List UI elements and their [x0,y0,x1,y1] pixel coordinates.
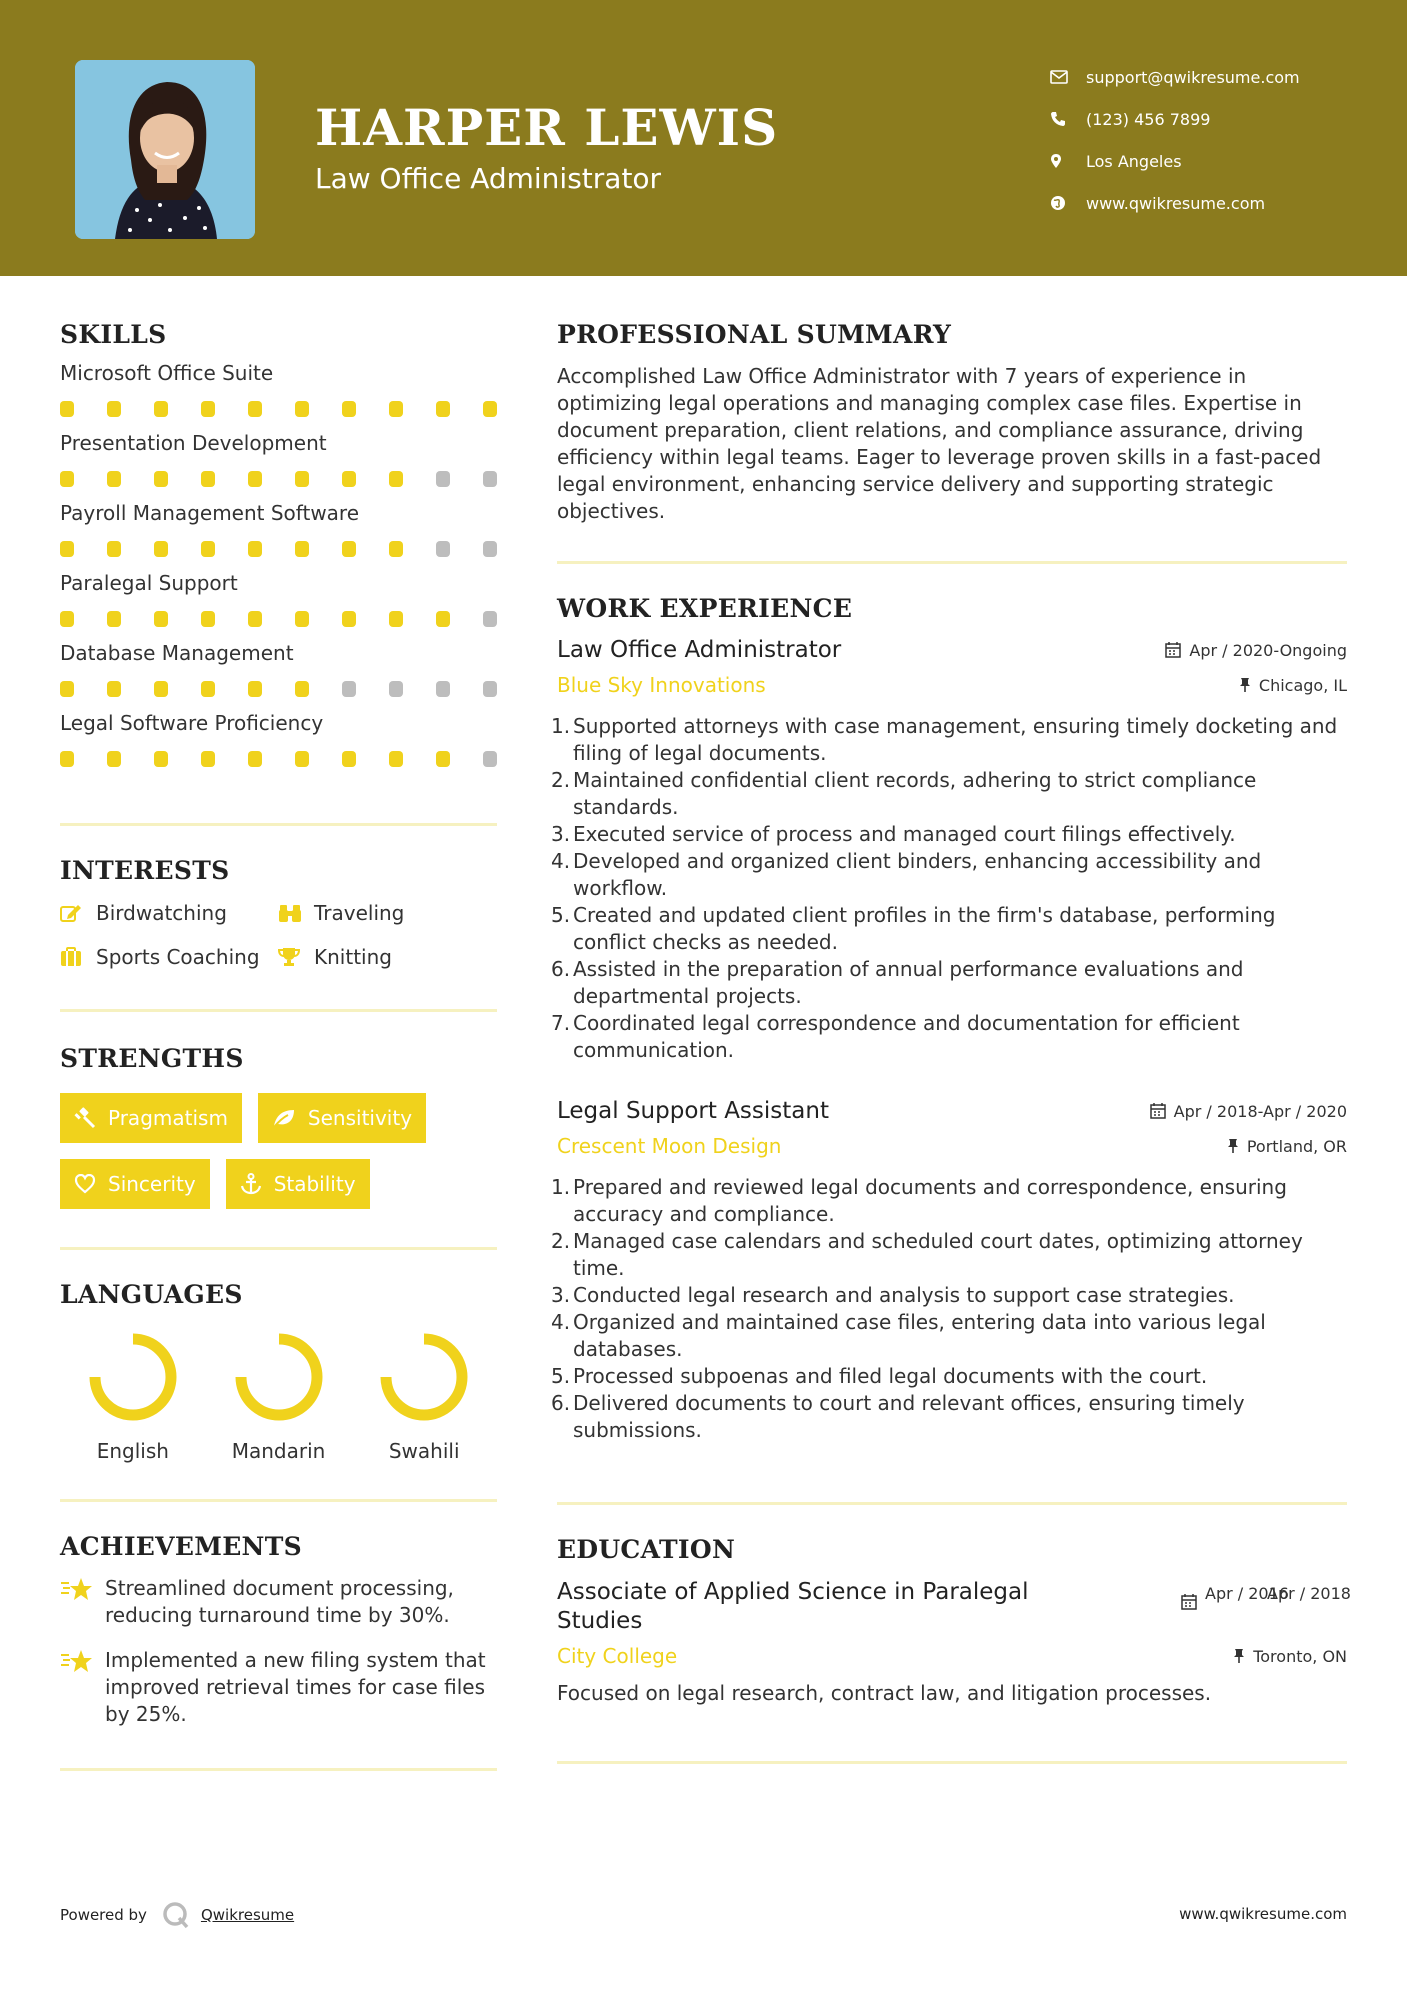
section-divider [557,1502,1347,1505]
languages-list [60,1329,497,1463]
profile-photo [75,60,255,239]
powered-by-label: Powered by [60,1906,147,1924]
skill-rating-dot [436,401,450,417]
job-location-text: Portland, OR [1246,1136,1347,1156]
section-divider [60,1768,497,1771]
interest-label: Traveling [314,901,405,925]
skill-rating-dot [436,751,450,767]
briefcase-icon [60,947,96,967]
proficiency-arc [95,1339,171,1415]
education-heading: EDUCATION [557,1535,736,1564]
skill-name: Payroll Management Software [60,501,360,525]
skill-rating-dot [248,611,262,627]
contact-email[interactable] [1050,56,1300,98]
contact-phone-text: (123) 456 7899 [1086,109,1211,129]
responsibility-item: 6. Assisted in the preparation of annual performance evaluations and departmental projects. [551,957,1244,1008]
job-location [1239,676,1347,695]
skill-rating-dot [60,401,74,417]
responsibility-item: 4. Developed and organized client binders, enhancing accessibility and workflow. [551,849,1262,900]
trophy-icon [278,947,314,967]
skill-rating-dot [389,611,403,627]
skill-rating-dot [60,471,74,487]
envelope-icon [1050,70,1086,84]
language-label: Mandarin [231,1439,326,1463]
responsibility-item: 1. Supported attorneys with case management, ensuring timely docketing and filing of legal documents. [551,714,1338,765]
skill-name: Legal Software Proficiency [60,711,324,735]
interests-heading: INTERESTS [60,856,230,885]
skill-rating-dot [60,541,74,557]
map-pin-icon [1050,153,1086,169]
skill-rating-dot [389,681,403,697]
section-divider [60,1499,497,1502]
responsibility-item: 5. Processed subpoenas and filed legal documents with the court. [551,1364,1208,1388]
strength-label: Pragmatism [108,1106,228,1130]
skill-rating-dot [154,751,168,767]
pin-icon [1239,677,1251,693]
interest-item [278,901,497,925]
skills-list [60,361,497,767]
skill-rating-dot [201,541,215,557]
skill-rating-dot [342,681,356,697]
anchor-icon [240,1173,262,1195]
contact-location [1050,140,1300,182]
skill-rating-dot [342,401,356,417]
strength-label: Sensitivity [307,1106,413,1130]
job-entry [551,637,1347,1064]
interest-label: Birdwatching [96,901,227,925]
school-name: City College [557,1644,678,1668]
responsibility-item: 2. Maintained confidential client records, adhering to strict compliance standards. [551,768,1257,819]
contact-website-text: www.qwikresume.com [1086,193,1266,213]
skill-rating-dot [483,401,497,417]
skill-rating-dot [107,541,121,557]
education-location [1233,1647,1347,1666]
proficiency-ring [85,1329,181,1425]
footer-website[interactable]: www.qwikresume.com [1179,1905,1347,1923]
job-dates-text: Apr / 2018-Apr / 2020 [1173,1101,1347,1121]
achievements-list [60,1575,497,1728]
skill-rating-dot [389,401,403,417]
language-item [60,1329,206,1463]
pin-icon [1233,1648,1245,1664]
interest-item [60,945,278,969]
skill-rating-dot [201,681,215,697]
education-entry [557,1578,1351,1707]
skill-rating-dot [295,471,309,487]
skill-rating-dot [154,611,168,627]
job-title: Legal Support Assistant [557,1098,829,1124]
section-divider [60,823,497,826]
strength-label: Sincerity [108,1172,196,1196]
responsibility-item: 5. Created and updated client profiles in the firm's database, performing conflict checks as needed. [551,903,1276,954]
responsibility-item: 7. Coordinated legal correspondence and documentation for efficient communication. [551,1011,1240,1062]
proficiency-arc [386,1339,462,1415]
skill-rating-dot [107,611,121,627]
skill-rating [60,401,497,417]
proficiency-ring [376,1329,472,1425]
skill-rating-dot [60,681,74,697]
skill-rating-dot [154,681,168,697]
contact-phone[interactable] [1050,98,1300,140]
skill-rating-dot [154,401,168,417]
footer-powered-by [60,1900,294,1930]
strength-chip [258,1093,426,1143]
skill-rating-dot [201,401,215,417]
skill-name: Presentation Development [60,431,327,455]
responsibility-item: 3. Executed service of process and managed court filings effectively. [551,822,1236,846]
interests-list [60,901,497,969]
skills-heading: SKILLS [60,320,167,349]
interest-item [60,901,278,925]
education-location-text: Toronto, ON [1253,1646,1347,1666]
qwikresume-logo-icon [161,1900,191,1930]
skill-rating-dot [483,611,497,627]
education-end: Apr / 2018 [1267,1584,1351,1603]
responsibility-item: 3. Conducted legal research and analysis to support case strategies. [551,1283,1235,1307]
strength-chip [60,1093,242,1143]
contact-list [1050,56,1300,224]
contact-location-text: Los Angeles [1086,151,1182,171]
contact-website[interactable] [1050,182,1300,224]
job-company: Blue Sky Innovations [557,673,766,697]
language-label: Swahili [388,1439,460,1463]
interest-item [278,945,497,969]
skill-rating-dot [248,541,262,557]
job-location [1227,1137,1347,1156]
skill-rating-dot [201,751,215,767]
candidate-name: HARPER LEWIS [315,98,779,157]
job-title: Law Office Administrator [557,637,842,663]
strengths-list [60,1093,497,1209]
job-responsibilities [551,1174,1347,1444]
education-start: Apr / 2016 [1205,1584,1289,1603]
summary-heading: PROFESSIONAL SUMMARY [557,320,952,349]
skill-rating-dot [342,541,356,557]
skill-rating-dot [295,401,309,417]
skill-rating-dot [154,541,168,557]
skill-rating-dot [436,541,450,557]
experience-heading: WORK EXPERIENCE [557,594,853,623]
skill-rating-dot [248,681,262,697]
skill-rating-dot [436,611,450,627]
skill-rating-dot [483,471,497,487]
skill-rating-dot [107,471,121,487]
skill-rating [60,541,497,557]
skill-rating-dot [389,541,403,557]
star-icon [60,1575,105,1629]
section-divider [557,1761,1347,1764]
skill-rating [60,751,497,767]
summary-text: Accomplished Law Office Administrator with 7 years of experience in optimizing legal operations and managing complex case files. Expertise in document preparation, client relations, and compliance assurance, driving efficiency within legal teams. Eager to leverage proven skills in a fast-paced legal environment, enhancing service delivery and supporting strategic objectives. [557,364,1322,523]
skill-rating-dot [436,471,450,487]
education-description: Focused on legal research, contract law, and litigation processes. [557,1681,1212,1705]
left-column [60,320,497,1771]
achievements-heading: ACHIEVEMENTS [60,1532,302,1561]
job-dates [1165,641,1347,660]
strengths-heading: STRENGTHS [60,1044,244,1073]
resume-header [0,0,1407,276]
education-dates [1181,1584,1351,1610]
skill-rating-dot [389,471,403,487]
candidate-role: Law Office Administrator [315,162,662,195]
languages-heading: LANGUAGES [60,1280,243,1309]
skill-name: Microsoft Office Suite [60,361,274,385]
skill-rating [60,471,497,487]
skill-rating-dot [154,471,168,487]
skill-rating-dot [389,751,403,767]
skill-rating-dot [248,751,262,767]
skill-rating-dot [201,471,215,487]
skill-rating-dot [436,681,450,697]
strength-chip [60,1159,210,1209]
skill-rating-dot [342,471,356,487]
language-item [351,1329,497,1463]
right-column [551,320,1351,1764]
skill-rating-dot [295,541,309,557]
proficiency-arc [241,1339,317,1415]
language-label: English [96,1439,169,1463]
section-divider [60,1009,497,1012]
job-dates-text: Apr / 2020-Ongoing [1189,640,1347,660]
skill-rating-dot [483,541,497,557]
skill-rating-dot [107,401,121,417]
star-icon [60,1647,105,1728]
job-company: Crescent Moon Design [557,1134,782,1158]
skill-rating-dot [295,611,309,627]
job-responsibilities [551,713,1347,1064]
strength-chip [226,1159,370,1209]
skill-rating [60,611,497,627]
responsibility-item: 2. Managed case calendars and scheduled court dates, optimizing attorney time. [551,1229,1303,1280]
skill-rating-dot [295,681,309,697]
skill-rating [60,681,497,697]
skill-rating-dot [248,401,262,417]
calendar-icon [1181,1594,1197,1610]
job-entry [551,1098,1347,1444]
language-item [206,1329,352,1463]
job-dates [1150,1102,1347,1121]
contact-email-text: support@qwikresume.com [1086,67,1300,87]
skill-rating-dot [60,751,74,767]
job-location-text: Chicago, IL [1258,675,1347,695]
heart-icon [74,1174,96,1194]
skill-rating-dot [248,471,262,487]
proficiency-ring [231,1329,327,1425]
leaf-icon [272,1108,296,1128]
skill-rating-dot [483,751,497,767]
skill-rating-dot [342,611,356,627]
degree-title: Associate of Applied Science in Paralegal Studies [557,1579,1029,1634]
binoculars-icon [278,903,314,923]
skill-rating-dot [60,611,74,627]
pin-icon [1227,1138,1239,1154]
calendar-icon [1165,642,1181,658]
achievement-text: Streamlined document processing, reducing turnaround time by 30%. [105,1576,454,1627]
skill-rating-dot [201,611,215,627]
phone-icon [1050,111,1086,127]
achievement-text: Implemented a new filing system that improved retrieval times for case files by 25%. [105,1648,486,1726]
responsibility-item: 4. Organized and maintained case files, entering data into various legal databases. [551,1310,1266,1361]
interest-label: Knitting [314,945,392,969]
responsibility-item: 1. Prepared and reviewed legal documents and correspondence, ensuring accuracy and compliance. [551,1175,1287,1226]
calendar-icon [1150,1103,1166,1119]
responsibility-item: 6. Delivered documents to court and relevant offices, ensuring timely submissions. [551,1391,1245,1442]
section-divider [60,1247,497,1250]
achievement-item [60,1647,497,1728]
skill-name: Database Management [60,641,294,665]
globe-icon [1050,195,1086,211]
skill-rating-dot [342,751,356,767]
skill-rating-dot [295,751,309,767]
achievement-item [60,1575,497,1629]
skill-name: Paralegal Support [60,571,238,595]
pencil-icon [60,903,96,923]
section-divider [557,561,1347,564]
skill-rating-dot [483,681,497,697]
gavel-icon [74,1107,96,1129]
strength-label: Stability [273,1172,356,1196]
skill-rating-dot [107,681,121,697]
interest-label: Sports Coaching [96,945,260,969]
skill-rating-dot [107,751,121,767]
qwikresume-link[interactable]: Qwikresume [200,1906,295,1924]
